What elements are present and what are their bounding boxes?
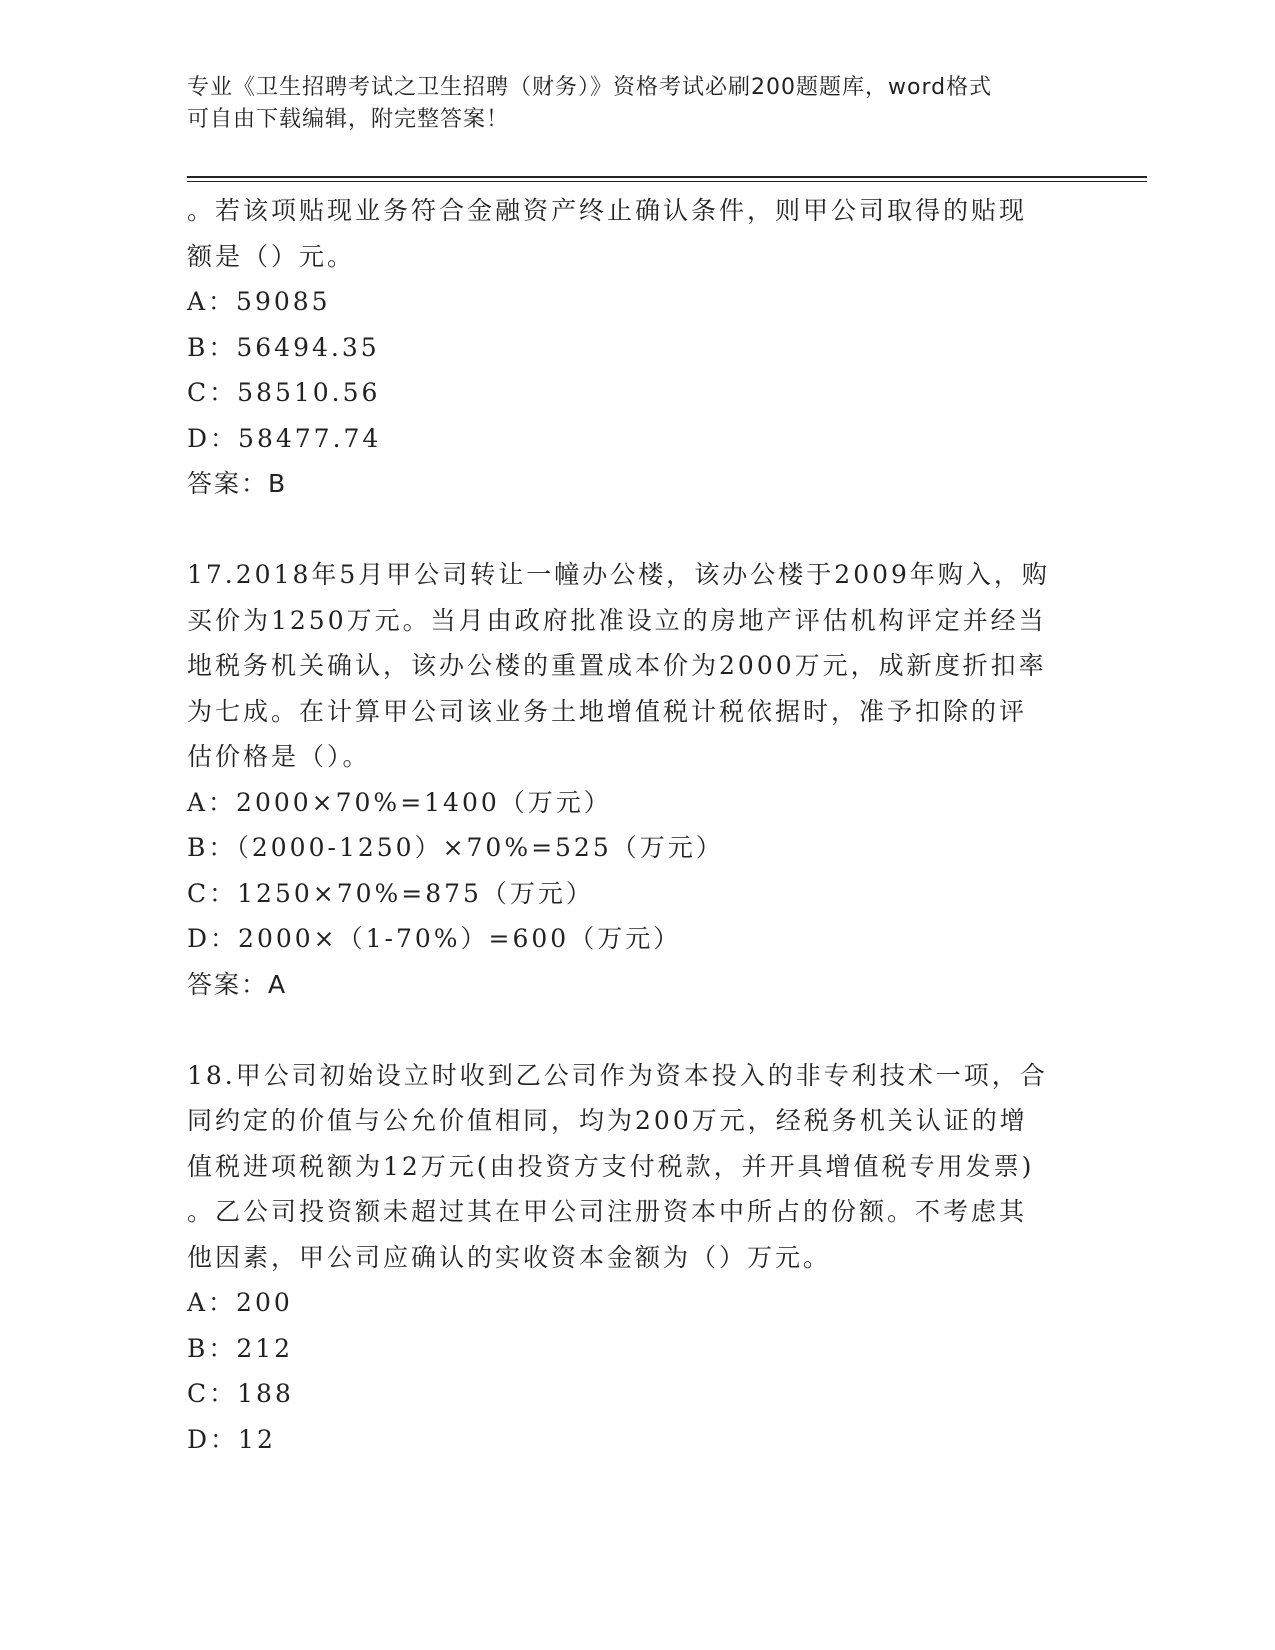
question-16 [187,188,1087,507]
header-divider-thin [187,181,1147,182]
option-c: C：188 [187,1379,294,1408]
question-stem-line: 值税进项税额为12万元(由投资方支付税款，并开具增值税专用发票) [187,1151,1035,1181]
question-stem-line: 。乙公司投资额未超过其在甲公司注册资本中所占的份额。不考虑其 [187,1197,1028,1226]
option-d: D：12 [187,1424,276,1454]
header-title-line-1: 专业《卫生招聘考试之卫生招聘（财务）》资格考试必刷200题题库，word格式 [187,75,993,100]
question-17 [187,552,1087,1007]
answer-line: 答案：B [187,469,288,498]
option-a: A：2000×70%=1400（万元） [187,787,612,817]
document-header [187,72,1067,136]
option-c: C：58510.56 [187,378,381,407]
option-a: A：59085 [187,287,331,316]
question-stem-line: 。若该项贴现业务符合金融资产终止确认条件，则甲公司取得的贴现 [187,196,1028,225]
document-body [187,188,1087,1462]
option-b: B：（2000-1250）×70%=525（万元） [187,833,724,862]
question-stem-line: 估价格是（）。 [187,742,371,771]
header-title-line-2: 可自由下载编辑，附完整答案！ [187,107,510,132]
question-stem-line: 17.2018年5月甲公司转让一幢办公楼，该办公楼于2009年购入，购 [187,560,1050,589]
option-a: A：200 [187,1288,293,1317]
question-stem-line: 额是（）元。 [187,241,356,271]
spacer [187,507,1087,553]
option-b: B：212 [187,1333,294,1363]
question-stem-line: 18.甲公司初始设立时收到乙公司作为资本投入的非专利技术一项，合 [187,1060,1048,1090]
spacer [187,1007,1087,1053]
question-stem-line: 买价为1250万元。当月由政府批准设立的房地产评估机构评定并经当 [187,605,1047,635]
option-d: D：2000×（1-70%）=600（万元） [187,924,682,953]
option-c: C：1250×70%=875（万元） [187,878,594,908]
question-stem-line: 为七成。在计算甲公司该业务土地增值税计税依据时，准予扣除的评 [187,696,1028,726]
option-d: D：58477.74 [187,423,382,453]
question-stem-line: 地税务机关确认，该办公楼的重置成本价为2000万元，成新度折扣率 [187,651,1047,680]
question-stem-line: 同约定的价值与公允价值相同，均为200万元，经税务机关认证的增 [187,1106,1028,1135]
question-18 [187,1053,1087,1463]
answer-line: 答案：A [187,969,288,999]
option-b: B：56494.35 [187,332,380,362]
header-divider-thick [187,176,1147,178]
question-stem-line: 他因素，甲公司应确认的实收资本金额为（）万元。 [187,1242,832,1272]
